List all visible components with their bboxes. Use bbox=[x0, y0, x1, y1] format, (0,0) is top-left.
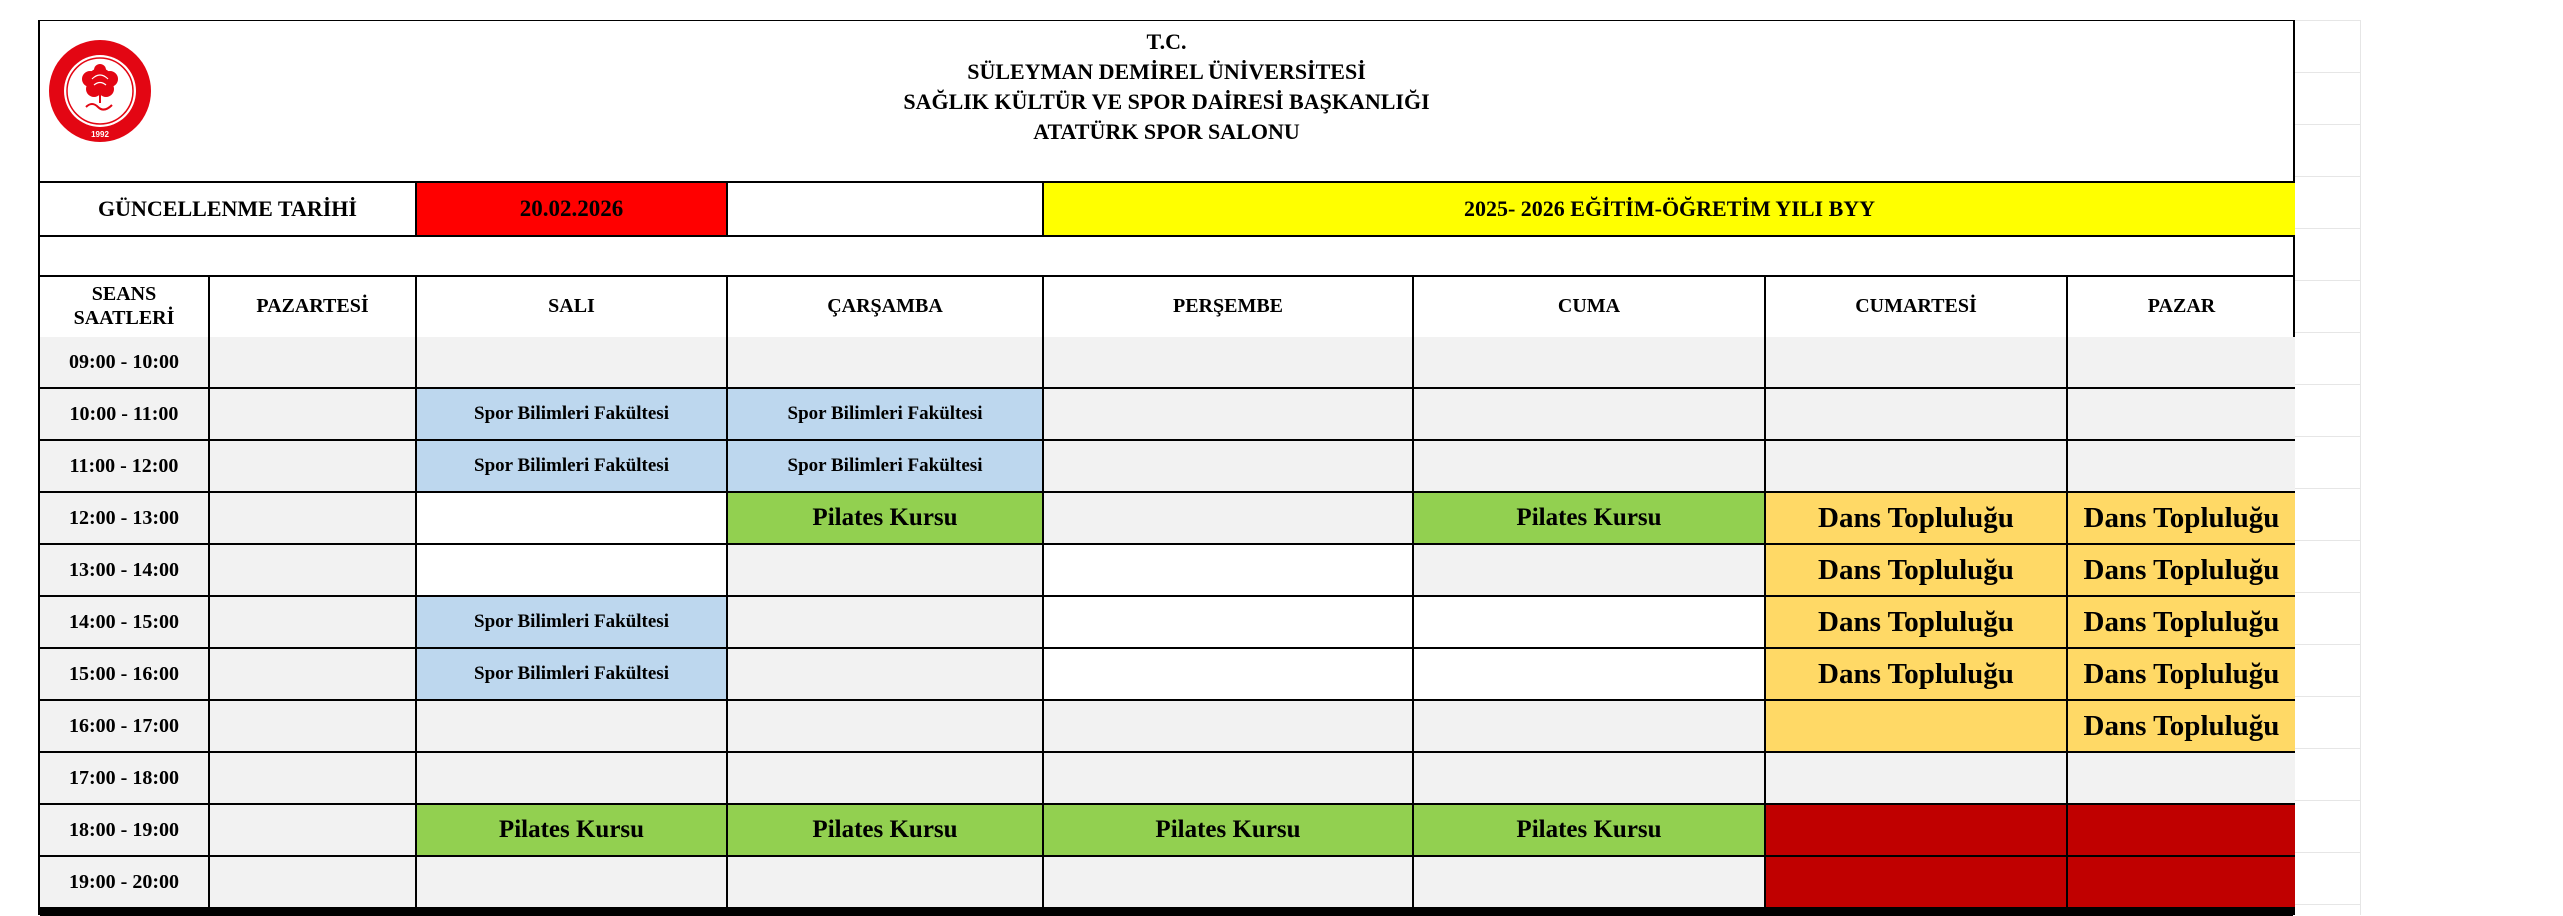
schedule-cell-fri bbox=[1414, 389, 1766, 439]
schedule-row bbox=[40, 701, 2293, 753]
title-block bbox=[40, 27, 2293, 147]
time-slot-label: 13:00 - 14:00 bbox=[40, 545, 210, 595]
schedule-cell-tue: Pilates Kursu bbox=[417, 805, 728, 855]
col-header-time-line1: SEANS bbox=[91, 283, 157, 305]
schedule-cell-sat bbox=[1766, 857, 2068, 907]
schedule-cell-wed: Pilates Kursu bbox=[728, 805, 1044, 855]
schedule-cell-sat bbox=[1766, 337, 2068, 387]
schedule-cell-sun: Dans Topluluğu bbox=[2068, 545, 2295, 595]
academic-year-banner: 2025- 2026 EĞİTİM-ÖĞRETİM YILI BYY bbox=[1044, 183, 2295, 235]
spreadsheet-gridlines bbox=[2295, 20, 2361, 915]
schedule-cell-thu bbox=[1044, 493, 1414, 543]
schedule-row bbox=[40, 337, 2293, 389]
schedule-cell-sun bbox=[2068, 753, 2295, 803]
title-line-university: SÜLEYMAN DEMİREL ÜNİVERSİTESİ bbox=[967, 59, 1366, 84]
schedule-cell-fri bbox=[1414, 649, 1766, 699]
schedule-cell-tue: Spor Bilimleri Fakültesi bbox=[417, 389, 728, 439]
schedule-cell-mon bbox=[210, 545, 417, 595]
column-header-row bbox=[40, 275, 2293, 339]
schedule-cell-mon bbox=[210, 337, 417, 387]
schedule-cell-mon bbox=[210, 753, 417, 803]
schedule-cell-mon bbox=[210, 493, 417, 543]
schedule-cell-sat: Dans Topluluğu bbox=[1766, 649, 2068, 699]
time-slot-label: 16:00 - 17:00 bbox=[40, 701, 210, 751]
col-header-time-line2: SAATLERİ bbox=[73, 307, 175, 329]
update-label: GÜNCELLENME TARİHİ bbox=[40, 183, 417, 235]
schedule-cell-fri bbox=[1414, 337, 1766, 387]
schedule-cell-thu bbox=[1044, 389, 1414, 439]
schedule-cell-sun: Dans Topluluğu bbox=[2068, 493, 2295, 543]
col-header-sat: CUMARTESİ bbox=[1766, 275, 2068, 337]
title-line-department: SAĞLIK KÜLTÜR VE SPOR DAİRESİ BAŞKANLIĞI bbox=[903, 89, 1430, 114]
col-header-wed: ÇARŞAMBA bbox=[728, 275, 1044, 337]
time-slot-label: 18:00 - 19:00 bbox=[40, 805, 210, 855]
col-header-sun: PAZAR bbox=[2147, 295, 2216, 317]
col-header-time bbox=[40, 275, 210, 337]
update-date: 20.02.2026 bbox=[417, 183, 728, 235]
schedule-cell-sat bbox=[1766, 753, 2068, 803]
schedule-cell-thu bbox=[1044, 857, 1414, 907]
schedule-cell-fri bbox=[1414, 441, 1766, 491]
schedule-cell-fri bbox=[1414, 597, 1766, 647]
time-slot-label: 09:00 - 10:00 bbox=[40, 337, 210, 387]
time-slot-label: 12:00 - 13:00 bbox=[40, 493, 210, 543]
time-slot-label: 10:00 - 11:00 bbox=[40, 389, 210, 439]
schedule-row bbox=[40, 753, 2293, 805]
schedule-cell-sun: Dans Topluluğu bbox=[2068, 597, 2295, 647]
schedule-cell-tue: Spor Bilimleri Fakültesi bbox=[417, 649, 728, 699]
title-line-tc: T.C. bbox=[1146, 29, 1187, 54]
schedule-cell-fri: Pilates Kursu bbox=[1414, 805, 1766, 855]
schedule-cell-tue: Spor Bilimleri Fakültesi bbox=[417, 597, 728, 647]
schedule-cell-fri bbox=[1414, 753, 1766, 803]
schedule-cell-wed bbox=[728, 337, 1044, 387]
schedule-cell-wed: Spor Bilimleri Fakültesi bbox=[728, 389, 1044, 439]
schedule-cell-fri bbox=[1414, 545, 1766, 595]
col-header-tue: SALI bbox=[417, 275, 728, 337]
schedule-cell-sat: Dans Topluluğu bbox=[1766, 493, 2068, 543]
schedule-cell-sun bbox=[2068, 441, 2295, 491]
logo-year: 1992 bbox=[91, 130, 109, 139]
schedule-row bbox=[40, 389, 2293, 441]
schedule-cell-sat: Dans Topluluğu bbox=[1766, 545, 2068, 595]
schedule-cell-mon bbox=[210, 389, 417, 439]
title-line-venue: ATATÜRK SPOR SALONU bbox=[1033, 119, 1300, 144]
schedule-cell-tue bbox=[417, 857, 728, 907]
schedule-cell-tue: Spor Bilimleri Fakültesi bbox=[417, 441, 728, 491]
schedule-cell-thu bbox=[1044, 701, 1414, 751]
schedule-cell-thu bbox=[1044, 597, 1414, 647]
schedule-row bbox=[40, 597, 2293, 649]
schedule-cell-sat bbox=[1766, 701, 2068, 751]
schedule-row bbox=[40, 493, 2293, 545]
schedule-cell-sun bbox=[2068, 337, 2295, 387]
spacer-row bbox=[40, 235, 2293, 277]
col-header-thu: PERŞEMBE bbox=[1044, 275, 1414, 337]
update-blank-cell bbox=[728, 183, 1044, 235]
schedule-cell-fri bbox=[1414, 857, 1766, 907]
schedule-cell-mon bbox=[210, 857, 417, 907]
schedule-cell-thu bbox=[1044, 337, 1414, 387]
schedule-cell-wed bbox=[728, 545, 1044, 595]
schedule-cell-wed bbox=[728, 753, 1044, 803]
schedule-cell-thu bbox=[1044, 441, 1414, 491]
schedule-cell-wed bbox=[728, 649, 1044, 699]
schedule-cell-sat bbox=[1766, 805, 2068, 855]
schedule-cell-mon bbox=[210, 805, 417, 855]
schedule-cell-sun: Dans Topluluğu bbox=[2068, 649, 2295, 699]
schedule-cell-sat bbox=[1766, 389, 2068, 439]
time-slot-label: 11:00 - 12:00 bbox=[40, 441, 210, 491]
schedule-cell-sun: Dans Topluluğu bbox=[2068, 701, 2295, 751]
time-slot-label: 14:00 - 15:00 bbox=[40, 597, 210, 647]
schedule-cell-tue bbox=[417, 493, 728, 543]
col-header-mon: PAZARTESİ bbox=[210, 275, 417, 337]
schedule-cell-mon bbox=[210, 441, 417, 491]
schedule-row bbox=[40, 545, 2293, 597]
schedule-cell-wed: Pilates Kursu bbox=[728, 493, 1044, 543]
schedule-row bbox=[40, 857, 2293, 909]
schedule-row bbox=[40, 805, 2293, 857]
schedule-cell-tue bbox=[417, 701, 728, 751]
schedule-sheet bbox=[38, 20, 2295, 915]
schedule-cell-tue bbox=[417, 753, 728, 803]
schedule-cell-fri bbox=[1414, 701, 1766, 751]
update-row bbox=[40, 183, 2293, 237]
schedule-cell-wed: Spor Bilimleri Fakültesi bbox=[728, 441, 1044, 491]
schedule-cell-mon bbox=[210, 649, 417, 699]
schedule-cell-wed bbox=[728, 597, 1044, 647]
schedule-cell-wed bbox=[728, 701, 1044, 751]
schedule-cell-thu bbox=[1044, 649, 1414, 699]
schedule-cell-sun bbox=[2068, 805, 2295, 855]
time-slot-label: 17:00 - 18:00 bbox=[40, 753, 210, 803]
schedule-cell-sat: Dans Topluluğu bbox=[1766, 597, 2068, 647]
schedule-row bbox=[40, 441, 2293, 493]
schedule-cell-sun bbox=[2068, 857, 2295, 907]
schedule-row bbox=[40, 649, 2293, 701]
time-slot-label: 15:00 - 16:00 bbox=[40, 649, 210, 699]
schedule-cell-sat bbox=[1766, 441, 2068, 491]
schedule-cell-sun bbox=[2068, 389, 2295, 439]
schedule-cell-thu: Pilates Kursu bbox=[1044, 805, 1414, 855]
schedule-cell-tue bbox=[417, 337, 728, 387]
time-slot-label: 19:00 - 20:00 bbox=[40, 857, 210, 907]
schedule-cell-tue bbox=[417, 545, 728, 595]
schedule-cell-mon bbox=[210, 597, 417, 647]
schedule-cell-thu bbox=[1044, 545, 1414, 595]
schedule-cell-fri: Pilates Kursu bbox=[1414, 493, 1766, 543]
schedule-cell-thu bbox=[1044, 753, 1414, 803]
schedule-cell-wed bbox=[728, 857, 1044, 907]
schedule-cell-mon bbox=[210, 701, 417, 751]
col-header-fri: CUMA bbox=[1414, 275, 1766, 337]
document-header bbox=[40, 21, 2293, 183]
